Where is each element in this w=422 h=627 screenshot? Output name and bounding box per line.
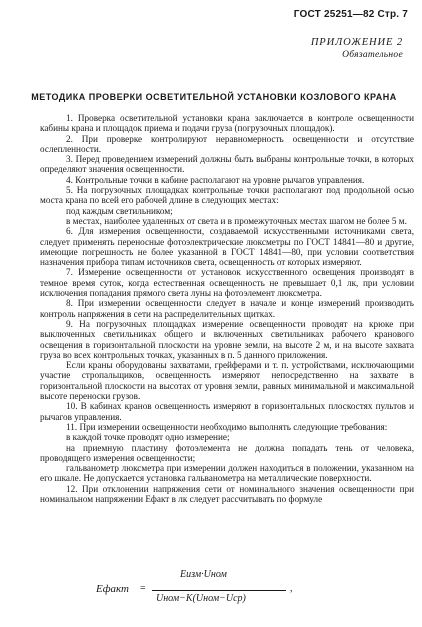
body-text <box>40 113 414 504</box>
formula-denominator: Uном−K(Uном−Uср) <box>156 593 246 604</box>
paragraph: Если краны оборудованы захватами, грейферами и т. п. устройствами, исключающими участие стропальщиков, освещенность измеряют непосредственно на захвате в горизонтальной плоскости на высотах от уровня земли, равных минимальной и максимальной высоте переноски грузов. <box>40 360 414 402</box>
formula-equals: = <box>140 583 146 594</box>
appendix-subtitle: Обязательное <box>342 50 403 60</box>
paragraph: 2. При проверке контролируют неравномерность освещенности и отсутствие ослепленности. <box>40 133 414 154</box>
paragraph: 10. В кабинах кранов освещенность измеряют в горизонтальных плоскостях пультов и рычагов управления. <box>40 401 414 422</box>
paragraph: на приемную пластину фотоэлемента не должна попадать тень от человека, проводящего измерения освещенности; <box>40 442 414 463</box>
formula <box>96 569 296 613</box>
paragraph: гальванометр люксметра при измерении должен находиться в положении, указанном на его шкале. Не допускается установка гальванометра на металлические поверхности. <box>40 463 414 484</box>
paragraph: 6. Для измерения освещенности, создаваемой искусственными источниками света, следует применять переносные фотоэлектрические люксметры по ГОСТ 14841—80 и другие, имеющие погрешность не более указанной в ГОСТ 14841—80, при условии соответствия назначения прибора типам источников света, освещенность от которых измеряют. <box>40 226 414 268</box>
appendix-title: ПРИЛОЖЕНИЕ 2 <box>310 37 403 48</box>
paragraph: 7. Измерение освещенности от установок искусственного освещения производят в темное время суток, когда естественная освещенность не превышает 0,1 лк, при условии исключения попадания прямого света луны на фотоэлемент люксметра. <box>40 267 414 299</box>
paragraph: 9. На погрузочных площадках измерение освещенности проводят на крюке при выключенных светильниках общего и включенных светильниках рабочего кранового освещения в горизонтальной плоскости на уровне земли, на высоте 2 м, и на высоте захвата груза во всех контрольных точках, указанных в п. 5 данного приложения. <box>40 318 414 360</box>
formula-lhs: Eфакт <box>96 583 129 595</box>
fraction-bar <box>152 590 286 591</box>
paragraph: 5. На погрузочных площадках контрольные точки располагают под продольной осью моста крана по всей его рабочей длине в следующих местах: <box>40 185 414 206</box>
paragraph: под каждым светильником; <box>66 205 173 216</box>
paragraph: 1. Проверка осветительной установки крана заключается в контроле освещенности кабины крана и площадок приема и подачи груза (погрузочных площадок). <box>40 113 414 134</box>
formula-numerator: Eизм·Uном <box>180 569 227 580</box>
paragraph: 11. При измерении освещенности необходимо выполнять следующие требования: <box>66 421 388 432</box>
paragraph: в местах, наиболее удаленных от света и в промежуточных местах шагом не более 5 м. <box>66 215 407 226</box>
appendix-label <box>311 37 403 60</box>
document-title: МЕТОДИКА ПРОВЕРКИ ОСВЕТИТЕЛЬНОЙ УСТАНОВКИ КОЗЛОВОГО КРАНА <box>31 92 397 102</box>
paragraph: 3. Перед проведением измерений должны быть выбраны контрольные точки, в которых определяют значения освещенности. <box>40 154 414 175</box>
page-header: ГОСТ 25251—82 Стр. 7 <box>293 9 408 20</box>
paragraph: 12. При отклонении напряжения сети от номинального значения освещенности при номинальном напряжении Eфакт в лк следует рассчитывать по формуле <box>40 483 414 504</box>
paragraph: в каждой точке проводят одно измерение; <box>66 432 230 443</box>
formula-comma: , <box>290 583 293 594</box>
paragraph: 8. При измерении освещенности следует в начале и конце измерений производить контроль напряжения в сети на распределительных щитках. <box>40 298 414 319</box>
paragraph: 4. Контрольные точки в кабине располагают на уровне рычагов управления. <box>66 174 365 185</box>
